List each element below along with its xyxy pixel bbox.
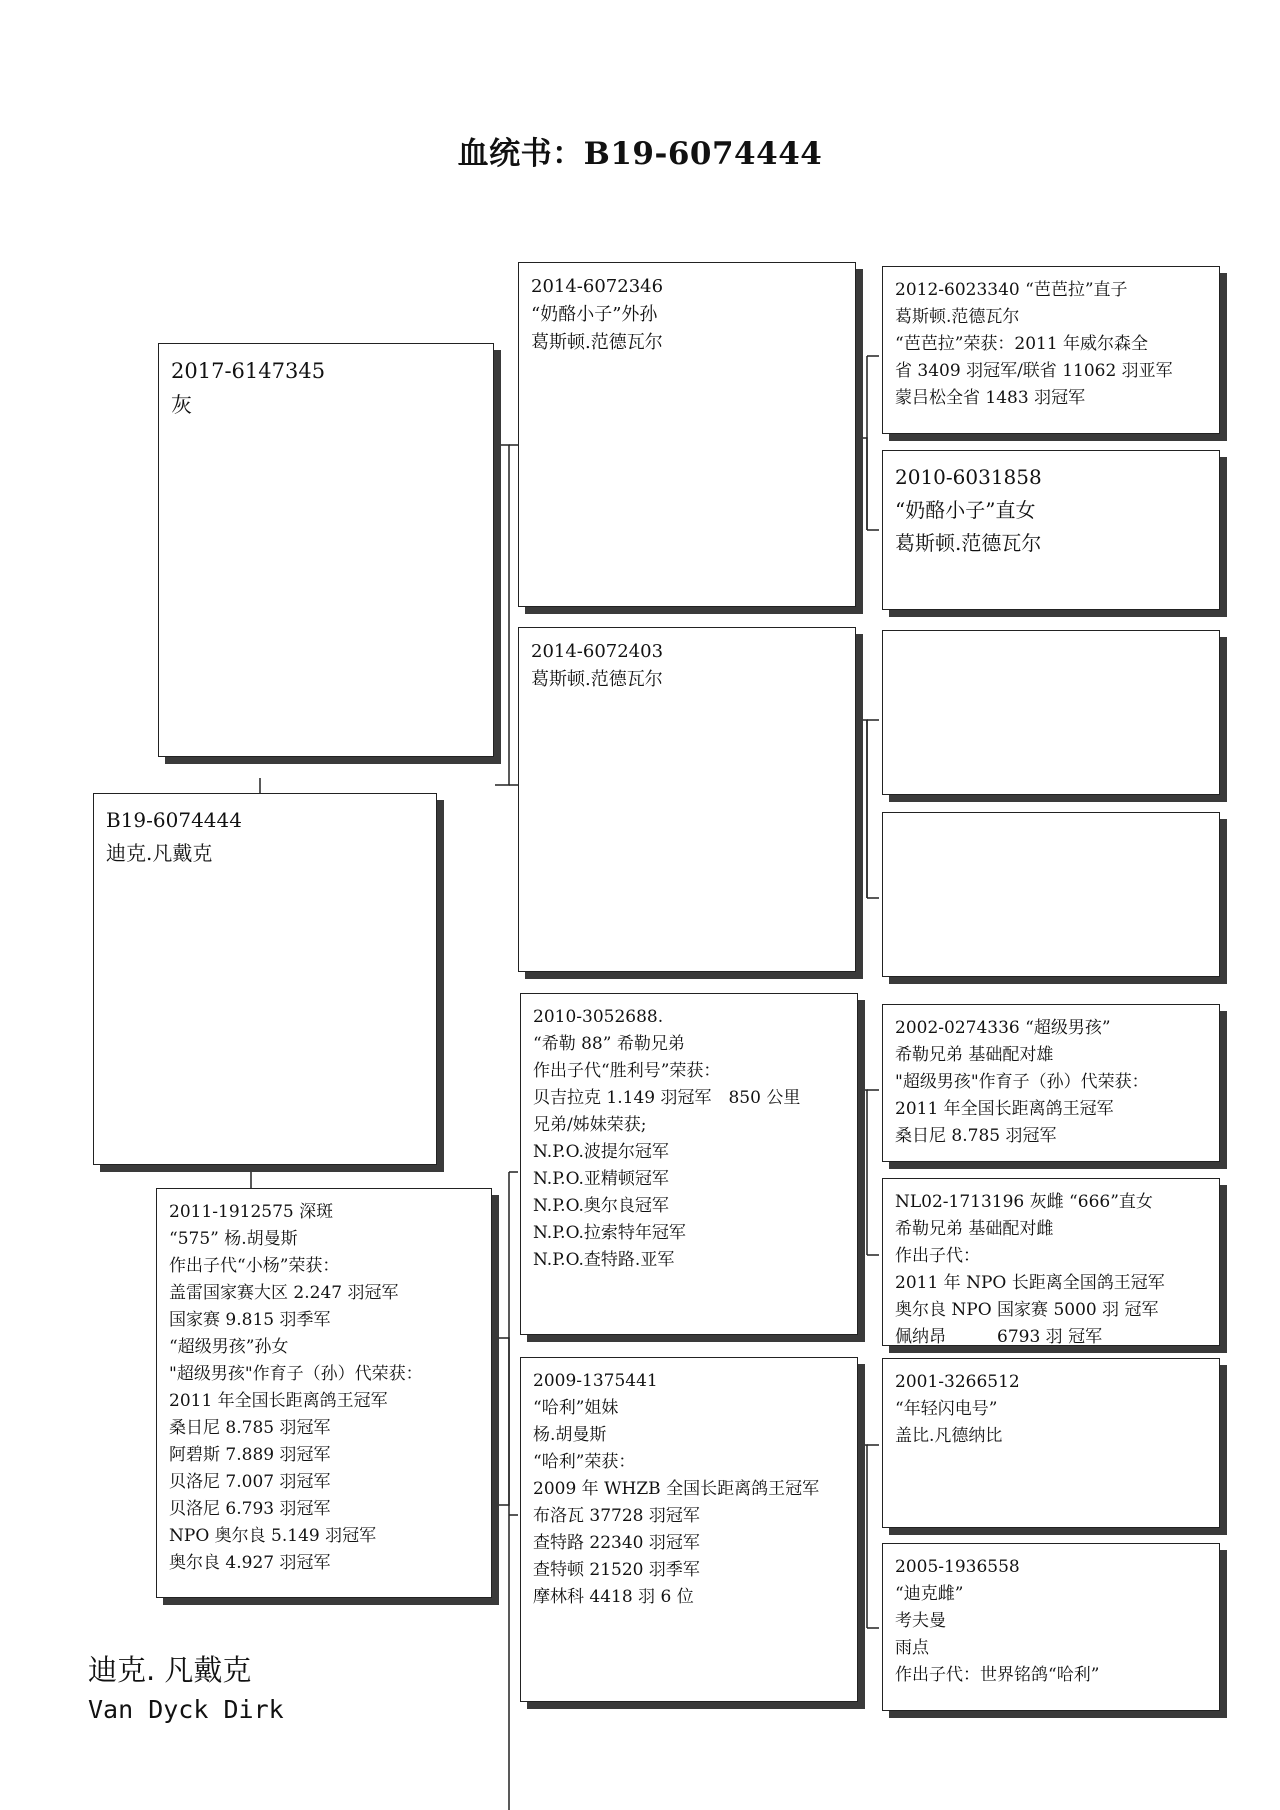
dam-sire-card bbox=[520, 993, 858, 1335]
dam-line: 2011 年全国长距离鸽王冠军 bbox=[169, 1391, 388, 1411]
ds-dam-line: 作出子代： bbox=[895, 1246, 980, 1266]
sire-sire-line: 2014-6072346 bbox=[531, 276, 664, 297]
dam-dam-line: 2009 年 WHZB 全国长距离鸽王冠军 bbox=[533, 1479, 820, 1499]
ss-sire-line: 2012-6023340 “芭芭拉”直子 bbox=[895, 280, 1128, 300]
dam-dam-line: 杨.胡曼斯 bbox=[533, 1425, 607, 1445]
dd-dam-line: 雨点 bbox=[895, 1638, 929, 1658]
subject-card bbox=[93, 793, 437, 1165]
sire-sire-dam-card bbox=[882, 450, 1220, 610]
dam-line: NPO 奥尔良 5.149 羽冠军 bbox=[169, 1526, 377, 1546]
sire-dam-line: 2014-6072403 bbox=[531, 641, 664, 662]
dam-dam-line: 布洛瓦 37728 羽冠军 bbox=[533, 1506, 700, 1526]
ss-dam-line: 葛斯顿.范德瓦尔 bbox=[895, 531, 1042, 555]
ds-dam-line: 希勒兄弟 基础配对雌 bbox=[895, 1219, 1054, 1239]
sire-dam-line: 葛斯顿.范德瓦尔 bbox=[531, 669, 663, 690]
dd-sire-line: 2001-3266512 bbox=[895, 1372, 1020, 1392]
ds-dam-line: NL02-1713196 灰雌 “666”直女 bbox=[895, 1192, 1153, 1212]
ds-sire-line: 2002-0274336 “超级男孩” bbox=[895, 1018, 1111, 1038]
ss-dam-line: 2010-6031858 bbox=[895, 465, 1042, 489]
dam-line: 作出子代“小杨”荣获： bbox=[169, 1256, 340, 1276]
dam-sire-line: N.P.O.查特路.亚军 bbox=[533, 1250, 675, 1270]
dd-sire-line: “年轻闪电号” bbox=[895, 1399, 998, 1419]
dam-sire-line: N.P.O.奥尔良冠军 bbox=[533, 1196, 669, 1216]
dam-dam-line: “哈利”姐妹 bbox=[533, 1398, 619, 1418]
dd-dam-line: 作出子代：世界铭鸽“哈利” bbox=[895, 1665, 1100, 1685]
page-title: 血统书：B19-6074444 bbox=[457, 136, 823, 172]
dam-sire-line: “希勒 88” 希勒兄弟 bbox=[533, 1034, 685, 1054]
ds-dam-line: 2011 年 NPO 长距离全国鸽王冠军 bbox=[895, 1273, 1165, 1293]
ds-sire-line: 桑日尼 8.785 羽冠军 bbox=[895, 1126, 1057, 1146]
dam-card bbox=[156, 1188, 492, 1598]
dam-sire-line: 兄弟/姊妹荣获; bbox=[533, 1115, 647, 1135]
dam-dam-line: 查特路 22340 羽冠军 bbox=[533, 1533, 700, 1553]
dam-dam-sire-card bbox=[882, 1358, 1220, 1528]
dam-sire-dam-card bbox=[882, 1178, 1220, 1346]
sire-ring-number: 2017-6147345 bbox=[171, 359, 326, 383]
dd-dam-line: “迪克雌” bbox=[895, 1584, 964, 1604]
dam-line: 奥尔良 4.927 羽冠军 bbox=[169, 1553, 331, 1573]
dd-dam-line: 考夫曼 bbox=[895, 1611, 946, 1631]
dam-dam-line: 查特顿 21520 羽季军 bbox=[533, 1560, 700, 1580]
dam-line: “575” 杨.胡曼斯 bbox=[169, 1229, 298, 1249]
sire-dam-dam-card bbox=[882, 812, 1220, 977]
dam-dam-line: 2009-1375441 bbox=[533, 1371, 658, 1391]
dam-dam-line: 摩林科 4418 羽 6 位 bbox=[533, 1587, 694, 1607]
dam-sire-line: N.P.O.波提尔冠军 bbox=[533, 1142, 669, 1162]
ss-sire-line: 蒙吕松全省 1483 羽冠军 bbox=[895, 388, 1086, 408]
ds-sire-line: "超级男孩"作育子（孙）代荣获： bbox=[895, 1072, 1149, 1092]
sire-color: 灰 bbox=[171, 393, 192, 417]
ss-sire-line: 葛斯顿.范德瓦尔 bbox=[895, 307, 1020, 327]
dam-line: "超级男孩"作育子（孙）代荣获： bbox=[169, 1364, 423, 1384]
sire-dam-sire-card bbox=[882, 630, 1220, 795]
dam-line: 阿碧斯 7.889 羽冠军 bbox=[169, 1445, 331, 1465]
ds-dam-line: 佩纳昂 6793 羽 冠军 bbox=[895, 1327, 1103, 1346]
dam-line: 桑日尼 8.785 羽冠军 bbox=[169, 1418, 331, 1438]
ss-sire-line: 省 3409 羽冠军/联省 11062 羽亚军 bbox=[895, 361, 1173, 381]
ss-dam-line: “奶酪小子”直女 bbox=[895, 498, 1036, 522]
sire-sire-sire-card bbox=[882, 266, 1220, 434]
dam-line: 2011-1912575 深斑 bbox=[169, 1202, 334, 1222]
dd-dam-line: 2005-1936558 bbox=[895, 1557, 1020, 1577]
dam-line: 国家赛 9.815 羽季军 bbox=[169, 1310, 331, 1330]
dam-line: “超级男孩”孙女 bbox=[169, 1337, 289, 1357]
ss-sire-line: “芭芭拉”荣获：2011 年威尔森全 bbox=[895, 334, 1149, 354]
sire-sire-line: “奶酪小子”外孙 bbox=[531, 304, 658, 325]
dam-sire-line: N.P.O.拉索特年冠军 bbox=[533, 1223, 686, 1243]
dam-sire-line: N.P.O.亚精顿冠军 bbox=[533, 1169, 669, 1189]
sire-dam-card bbox=[518, 627, 856, 972]
sire-sire-line: 葛斯顿.范德瓦尔 bbox=[531, 332, 663, 353]
sire-card bbox=[158, 343, 494, 757]
footer-name-cn: 迪克. 凡戴克 bbox=[88, 1653, 252, 1687]
sire-sire-card bbox=[518, 262, 856, 607]
dam-sire-sire-card bbox=[882, 1004, 1220, 1162]
ds-sire-line: 希勒兄弟 基础配对雄 bbox=[895, 1045, 1054, 1065]
dam-sire-line: 作出子代“胜利号”荣获： bbox=[533, 1061, 721, 1081]
subject-name: 迪克.凡戴克 bbox=[106, 841, 213, 865]
dd-sire-line: 盖比.凡德纳比 bbox=[895, 1426, 1003, 1446]
footer-name-en: Van Dyck Dirk bbox=[88, 1695, 284, 1724]
dam-line: 盖雷国家赛大区 2.247 羽冠军 bbox=[169, 1283, 399, 1303]
dam-dam-dam-card bbox=[882, 1543, 1220, 1711]
ds-dam-line: 奥尔良 NPO 国家赛 5000 羽 冠军 bbox=[895, 1300, 1159, 1320]
dam-dam-card bbox=[520, 1357, 858, 1702]
dam-sire-line: 2010-3052688. bbox=[533, 1007, 664, 1027]
dam-line: 贝洛尼 7.007 羽冠军 bbox=[169, 1472, 331, 1492]
subject-ring-number: B19-6074444 bbox=[106, 808, 242, 832]
dam-dam-line: “哈利”荣获： bbox=[533, 1452, 636, 1472]
dam-sire-line: 贝吉拉克 1.149 羽冠军 850 公里 bbox=[533, 1088, 801, 1108]
ds-sire-line: 2011 年全国长距离鸽王冠军 bbox=[895, 1099, 1114, 1119]
dam-line: 贝洛尼 6.793 羽冠军 bbox=[169, 1499, 331, 1519]
